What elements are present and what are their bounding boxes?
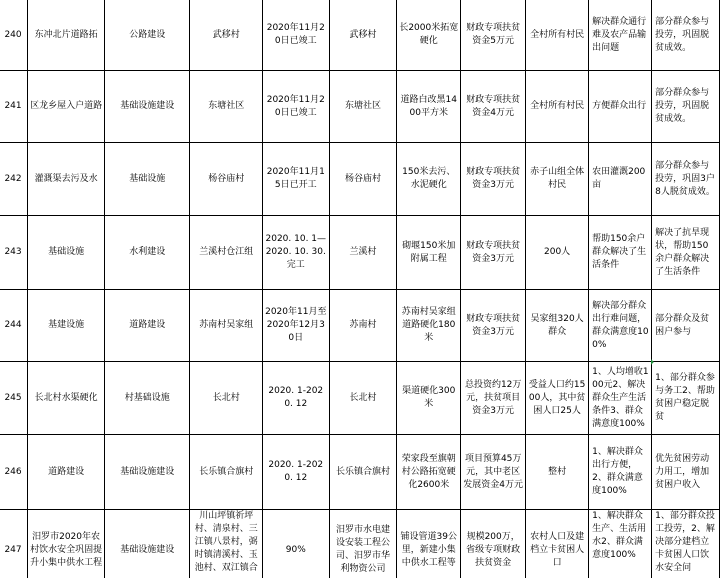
funding-cell[interactable]: [461, 143, 526, 216]
row-number-text: 245: [4, 392, 22, 403]
construction-content-cell[interactable]: [397, 216, 461, 290]
mechanism-text: 解决了抗旱现状，帮助150余户群众解决了生活条件: [655, 227, 710, 277]
project-name-cell[interactable]: [28, 435, 105, 510]
funding-text: 总投资约12万元，扶贫项目资金3万元: [464, 379, 522, 416]
project-name-text: 基础设施: [48, 247, 85, 257]
benefit-text: 解决群众通行难及农产品输出问题: [592, 16, 647, 53]
schedule-cell[interactable]: [262, 290, 329, 362]
project-type-text: 基础设施建设: [120, 466, 175, 477]
project-type-cell[interactable]: [105, 143, 190, 216]
project-name-text: 长北村水渠硬化: [34, 392, 98, 403]
implementing-unit-cell[interactable]: [329, 71, 397, 143]
table-row: [0, 435, 720, 510]
funding-cell[interactable]: [461, 216, 526, 290]
mechanism-text: 1、部分群众参与务工2、帮助贫困户稳定脱贫: [655, 373, 715, 422]
location-text: 苏南村吴家组: [199, 320, 254, 330]
implementing-unit-cell[interactable]: [329, 0, 397, 71]
beneficiary-text: 全村所有村民: [530, 29, 585, 40]
implementing-unit-cell[interactable]: [329, 435, 397, 510]
construction-content-cell[interactable]: [397, 510, 461, 578]
benefit-cell[interactable]: [589, 435, 652, 510]
row-number-cell[interactable]: [0, 216, 28, 290]
project-type-text: 公路建设: [129, 29, 166, 40]
benefit-text: 1、解决群众生产、生活用水2、群众满意度100%: [592, 511, 647, 560]
location-cell[interactable]: [190, 71, 263, 143]
benefit-cell[interactable]: [589, 0, 652, 71]
beneficiary-text: 全村所有村民: [530, 101, 585, 111]
location-cell[interactable]: [190, 143, 263, 216]
beneficiary-text: 吴家组320人群众: [530, 313, 584, 337]
benefit-text: 1、解决群众出行方便，2、群众满意度100%: [592, 447, 643, 496]
mechanism-cell[interactable]: [652, 510, 720, 578]
project-type-cell[interactable]: [105, 435, 190, 510]
schedule-cell[interactable]: [262, 510, 329, 578]
row-number-cell[interactable]: [0, 143, 28, 216]
mechanism-text: 部分群众参与投劳，巩固3户8人脱贫成效。: [655, 160, 715, 197]
benefit-cell[interactable]: [589, 362, 652, 435]
beneficiary-text: 赤子山组全体村民: [530, 167, 585, 190]
funding-cell[interactable]: [461, 0, 526, 71]
construction-content-cell[interactable]: [397, 362, 461, 435]
construction-content-text: 砌堰150米加附属工程: [402, 240, 456, 264]
benefit-cell[interactable]: [589, 290, 652, 362]
schedule-text: 2020. 1-2020. 12: [268, 460, 324, 483]
beneficiary-cell[interactable]: [526, 143, 589, 216]
row-number-text: 241: [4, 101, 22, 111]
schedule-cell[interactable]: [262, 435, 329, 510]
project-type-text: 道路建设: [129, 320, 166, 330]
row-number-cell[interactable]: [0, 0, 28, 71]
project-name-text: 灌溉渠去污及水: [34, 173, 98, 184]
row-number-text: 240: [4, 29, 22, 40]
implementing-unit-text: 武移村: [349, 29, 377, 40]
project-name-cell[interactable]: [28, 290, 105, 362]
mechanism-text: 优先贫困劳动力用工，增加贫困户收入: [655, 453, 710, 490]
schedule-cell[interactable]: [262, 0, 329, 71]
mechanism-text: 部分群众及贫困户参与: [655, 313, 710, 337]
row-number-text: 247: [4, 544, 22, 555]
construction-content-cell[interactable]: [397, 435, 461, 510]
funding-cell[interactable]: [461, 290, 526, 362]
schedule-cell[interactable]: [262, 216, 329, 290]
implementing-unit-text: 汨罗市水电建设安装工程公司、汨罗市华利物资公司: [335, 525, 390, 574]
funding-cell[interactable]: [461, 435, 526, 510]
mechanism-cell[interactable]: [652, 0, 720, 71]
schedule-cell[interactable]: [262, 143, 329, 216]
mechanism-cell[interactable]: [652, 71, 720, 143]
project-name-cell[interactable]: [28, 216, 105, 290]
project-type-cell[interactable]: [105, 362, 190, 435]
beneficiary-cell[interactable]: [526, 71, 589, 143]
funding-text: 财政专项扶贫资金3万元: [466, 313, 521, 337]
benefit-text: 农田灌溉200亩: [592, 167, 646, 190]
location-text: 武移村: [212, 29, 240, 40]
row-number-cell[interactable]: [0, 290, 28, 362]
benefit-text: 1、人均增收100元2、解决群众生产生活条件3、群众满意度100%: [592, 366, 649, 429]
location-text: 东塘社区: [208, 101, 245, 111]
project-name-text: 东冲北片道路拓: [34, 29, 98, 40]
location-text: 长乐镇合旗村: [199, 466, 254, 477]
location-text: 杨谷庙村: [208, 173, 245, 184]
row-number-text: 246: [4, 466, 22, 477]
location-text: 兰溪村仓江组: [199, 247, 254, 257]
beneficiary-text: 整村: [548, 466, 567, 477]
construction-content-cell[interactable]: [397, 71, 461, 143]
table-row: [0, 0, 720, 71]
benefit-cell[interactable]: [589, 143, 652, 216]
project-type-text: 基础设施建设: [120, 101, 175, 111]
row-number-text: 244: [4, 320, 22, 330]
beneficiary-cell[interactable]: [526, 435, 589, 510]
implementing-unit-cell[interactable]: [329, 290, 397, 362]
implementing-unit-cell[interactable]: [329, 362, 397, 435]
construction-content-cell[interactable]: [397, 143, 461, 216]
benefit-text: 解决部分群众出行难问题，群众满意度100%: [592, 300, 649, 350]
funding-text: 规模200万，省级专项财政扶贫资金: [466, 531, 521, 568]
schedule-text: 2020. 10. 1—2020. 10. 30. 完工: [265, 234, 327, 270]
row-number-cell[interactable]: [0, 435, 28, 510]
benefit-cell[interactable]: [589, 510, 652, 578]
location-cell[interactable]: [190, 362, 263, 435]
project-type-cell[interactable]: [105, 290, 190, 362]
construction-content-text: 苏南村吴家组道路硬化180米: [401, 307, 456, 343]
beneficiary-cell[interactable]: [526, 216, 589, 290]
beneficiary-text: 农村人口及建档立卡贫困人口: [530, 531, 585, 568]
funding-text: 财政专项扶贫资金5万元: [466, 23, 521, 46]
project-name-text: 汨罗市2020年农村饮水安全巩固提升小集中供水工程: [30, 531, 103, 568]
beneficiary-cell[interactable]: [526, 362, 589, 435]
implementing-unit-cell[interactable]: [329, 216, 397, 290]
location-cell[interactable]: [190, 510, 263, 578]
schedule-cell[interactable]: [262, 71, 329, 143]
construction-content-text: 长2000米拓宽硬化: [399, 23, 459, 46]
benefit-text: 方便群众出行: [592, 101, 647, 111]
benefit-cell[interactable]: [589, 216, 652, 290]
funding-text: 财政专项扶贫资金3万元: [466, 167, 521, 190]
beneficiary-text: 受益人口约1500人，其中贫困人口25人: [528, 379, 586, 416]
project-name-text: 基建设施: [48, 320, 85, 330]
mechanism-text: 部分群众参与投劳，巩固脱贫成效。: [655, 16, 710, 53]
funding-text: 项目预算45万元，其中老区发展资金4万元: [463, 453, 524, 490]
construction-content-text: 渠道硬化300米: [402, 386, 456, 409]
project-name-text: 区龙乡屋入户道路: [30, 101, 103, 111]
beneficiary-cell[interactable]: [526, 0, 589, 71]
implementing-unit-cell[interactable]: [329, 143, 397, 216]
row-number-cell[interactable]: [0, 362, 28, 435]
beneficiary-cell[interactable]: [526, 290, 589, 362]
table-row: [0, 362, 720, 435]
row-number-cell[interactable]: [0, 71, 28, 143]
construction-content-cell[interactable]: [397, 0, 461, 71]
row-number-text: 242: [4, 173, 22, 184]
mechanism-cell[interactable]: [652, 290, 720, 362]
project-name-cell[interactable]: [28, 143, 105, 216]
project-type-text: 水利建设: [129, 247, 166, 257]
location-cell[interactable]: [190, 290, 263, 362]
implementing-unit-text: 兰溪村: [349, 247, 377, 257]
row-number-cell[interactable]: [0, 510, 28, 578]
benefit-cell[interactable]: [589, 71, 652, 143]
location-cell[interactable]: [190, 0, 263, 71]
mechanism-cell[interactable]: [652, 216, 720, 290]
funding-text: 财政专项扶贫资金3万元: [466, 240, 521, 264]
location-text: 川山坪镇祈坪村、清泉村、三江镇八景村，弼时镇清溪村、玉池村、双江镇合: [194, 511, 258, 573]
funding-cell[interactable]: [461, 510, 526, 578]
schedule-text: 2020年11月20日已竣工: [266, 23, 325, 46]
project-type-text: 村基础设施: [124, 392, 170, 403]
project-name-cell[interactable]: [28, 510, 105, 578]
construction-content-text: 铺设管道39公里，新建小集中供水工程等: [400, 531, 457, 568]
mechanism-cell[interactable]: [652, 435, 720, 510]
schedule-text: 90%: [285, 544, 306, 555]
beneficiary-cell[interactable]: [526, 510, 589, 578]
project-type-text: 基础设施: [129, 173, 166, 184]
beneficiary-text: 200人: [544, 247, 571, 257]
implementing-unit-cell[interactable]: [329, 510, 397, 578]
table-row: [0, 71, 720, 143]
table-row: [0, 216, 720, 290]
project-type-text: 基础设施建设: [120, 544, 175, 555]
schedule-text: 2020年11月20日已竣工: [266, 94, 325, 118]
construction-content-text: 道路白改黑1400平方米: [400, 94, 457, 118]
location-text: 长北村: [212, 392, 240, 403]
benefit-text: 帮助150余户群众解决了生活条件: [592, 234, 647, 270]
schedule-cell[interactable]: [262, 362, 329, 435]
project-type-cell[interactable]: [105, 71, 190, 143]
implementing-unit-text: 杨谷庙村: [344, 173, 381, 184]
construction-content-text: 荣家段至旗朝村公路拓宽硬化2600米: [401, 453, 456, 490]
project-name-cell[interactable]: [28, 0, 105, 71]
mechanism-cell[interactable]: [652, 362, 720, 435]
mechanism-text: 1、部分群众投工投劳，2、解决部分建档立卡贫困人口饮水安全问: [655, 511, 715, 573]
schedule-text: 2020. 1-2020. 12: [268, 386, 324, 409]
table-row: [0, 290, 720, 362]
funding-cell[interactable]: [461, 71, 526, 143]
schedule-text: 2020年11月15日已开工: [266, 167, 325, 190]
implementing-unit-text: 东塘社区: [344, 101, 381, 111]
location-cell[interactable]: [190, 435, 263, 510]
mechanism-cell[interactable]: [652, 143, 720, 216]
project-type-cell[interactable]: [105, 0, 190, 71]
table-row: [0, 143, 720, 216]
project-name-cell[interactable]: [28, 362, 105, 435]
project-type-cell[interactable]: [105, 510, 190, 578]
implementing-unit-text: 苏南村: [349, 320, 377, 330]
row-number-text: 243: [4, 247, 22, 257]
table-row: [0, 510, 720, 578]
implementing-unit-text: 长乐镇合旗村: [335, 466, 390, 477]
construction-content-cell[interactable]: [397, 290, 461, 362]
project-name-cell[interactable]: [28, 71, 105, 143]
funding-cell[interactable]: [461, 362, 526, 435]
project-type-cell[interactable]: [105, 216, 190, 290]
funding-text: 财政专项扶贫资金4万元: [466, 94, 521, 118]
location-cell[interactable]: [190, 216, 263, 290]
schedule-text: 2020年11月至2020年12月30日: [265, 307, 327, 343]
mechanism-text: 部分群众参与投劳，巩固脱贫成效。: [655, 88, 710, 124]
construction-content-text: 150米去污、水泥硬化: [402, 167, 456, 190]
implementing-unit-text: 长北村: [349, 392, 377, 403]
project-name-text: 道路建设: [48, 466, 85, 477]
